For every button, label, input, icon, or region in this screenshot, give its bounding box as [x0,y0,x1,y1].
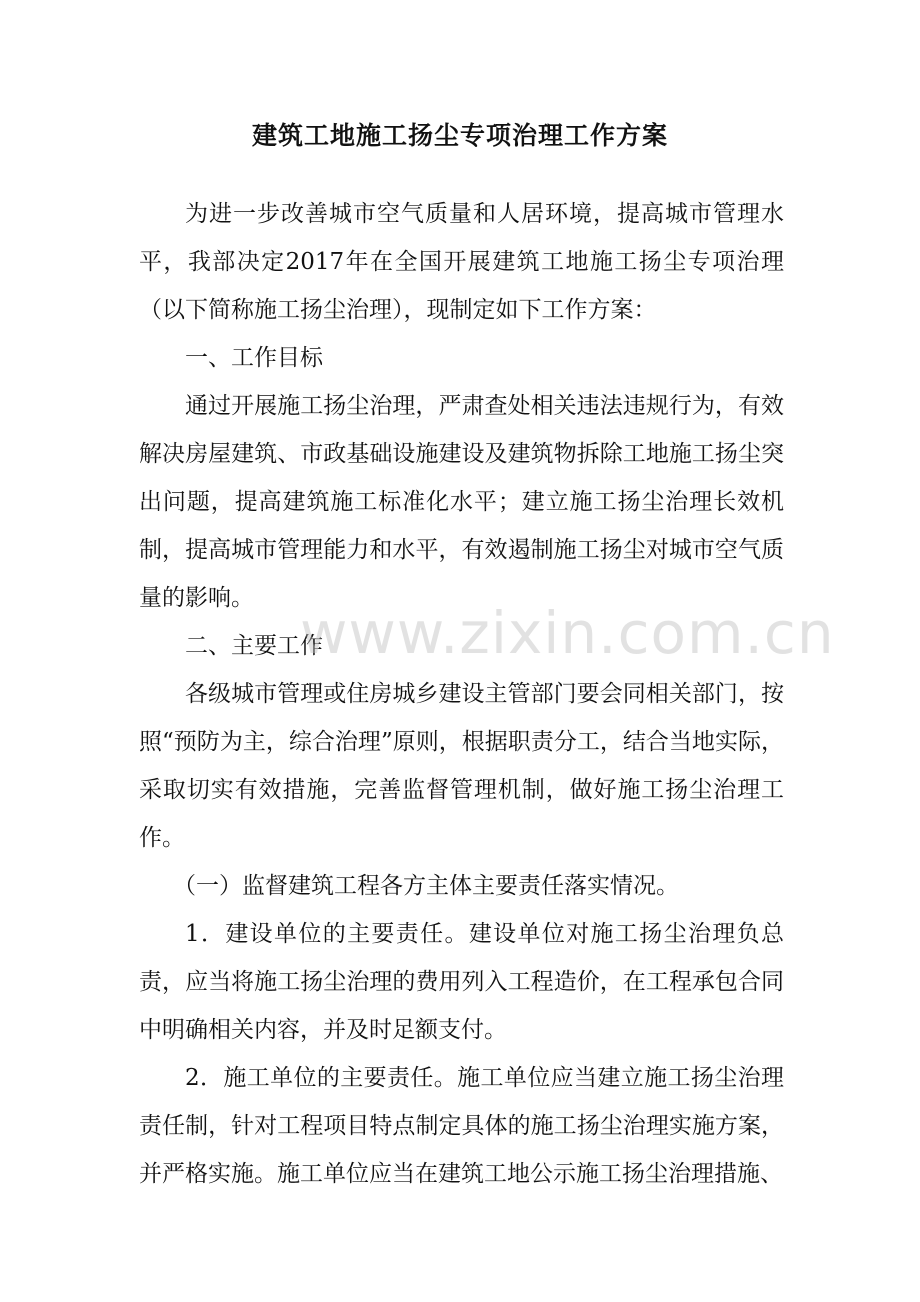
section-heading-goals: 一、工作目标 [185,345,323,371]
watermark: www.zixin.com.cn [300,599,835,667]
item-paragraph-1: 1．建设单位的主要责任。建设单位对施工扬尘治理负总责，应当将施工扬尘治理的费用列入工程造价，在工程承包合同中明确相关内容，并及时足额支付。 [139,921,784,1043]
document-body [139,190,784,1198]
document-title: 建筑工地施工扬尘专项治理工作方案 [251,121,668,150]
section-heading-main-work: 二、主要工作 [185,633,323,659]
item-paragraph-2: 2．施工单位的主要责任。施工单位应当建立施工扬尘治理责任制，针对工程项目特点制定具体的施工扬尘治理实施方案，并严格实施。施工单位应当在建筑工地公示施工扬尘治理措施、 [139,1065,784,1187]
intro-paragraph: 为进一步改善城市空气质量和人居环境，提高城市管理水平，我部决定2017年在全国开展建筑工地施工扬尘专项治理（以下简称施工扬尘治理），现制定如下工作方案： [139,201,784,323]
subsection-heading-1: （一）监督建筑工程各方主体主要责任落实情况。 [173,873,679,899]
goals-paragraph: 通过开展施工扬尘治理，严肃查处相关违法违规行为，有效解决房屋建筑、市政基础设施建设及建筑物拆除工地施工扬尘突出问题，提高建筑施工标准化水平；建立施工扬尘治理长效机制，提高城市管理能力和水平，有效遏制施工扬尘对城市空气质量的影响。 [139,393,784,611]
main-work-paragraph: 各级城市管理或住房城乡建设主管部门要会同相关部门，按照“预防为主，综合治理”原则，根据职责分工，结合当地实际，采取切实有效措施，完善监督管理机制，做好施工扬尘治理工作。 [139,681,784,851]
